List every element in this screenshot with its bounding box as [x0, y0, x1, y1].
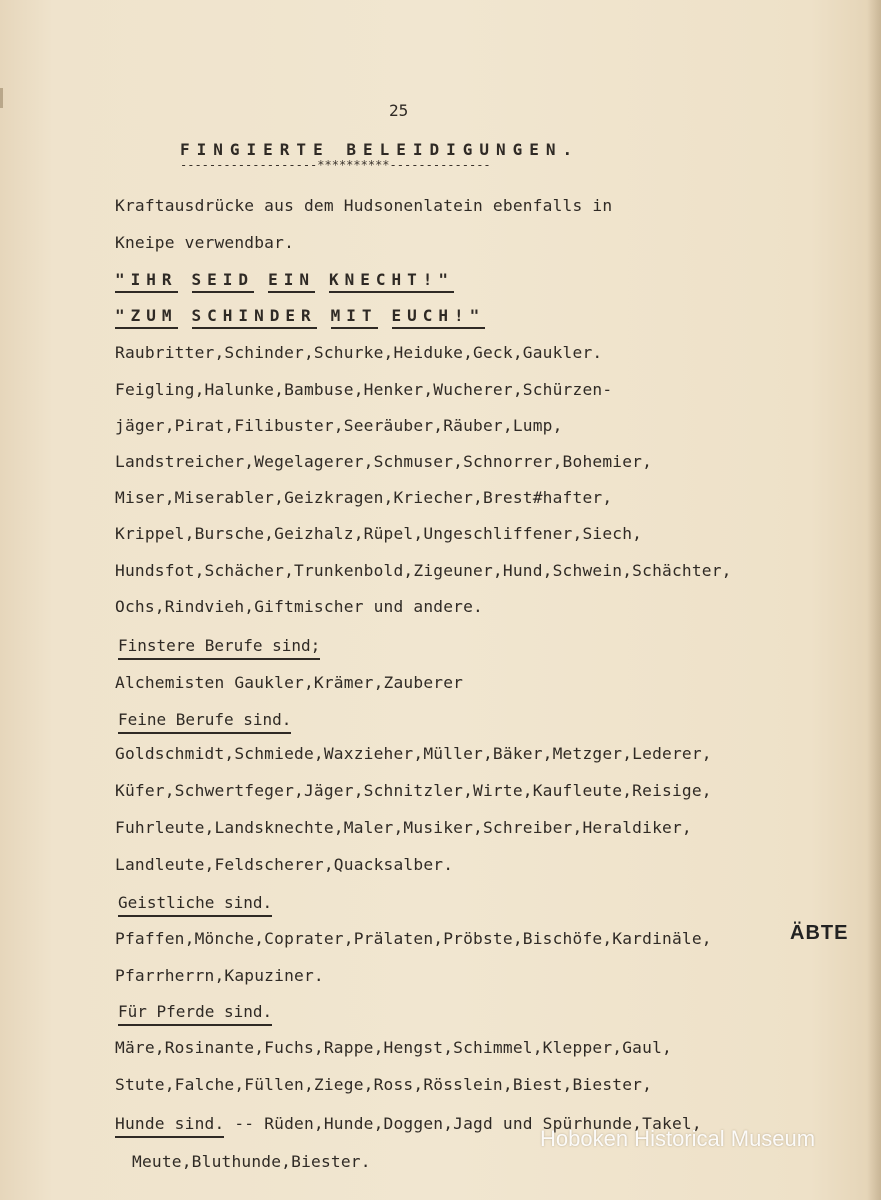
quote-word: KNECHT!" — [329, 270, 454, 293]
quote-word: "ZUM — [115, 306, 178, 329]
dogs-line-2: Meute,Bluthunde,Biester. — [132, 1152, 371, 1171]
section-title-text: Geistliche sind. — [118, 893, 272, 917]
section-line: Küfer,Schwertfeger,Jäger,Schnitzler,Wirte,Kaufleute,Reisige, — [115, 781, 712, 800]
section-line: Märe,Rosinante,Fuchs,Rappe,Hengst,Schimmel,Klepper,Gaul, — [115, 1038, 672, 1057]
handwritten-note: ÄBTE — [790, 922, 849, 944]
section-line: Stute,Falche,Füllen,Ziege,Ross,Rösslein,Biest,Biester, — [115, 1075, 653, 1094]
section-title-geistliche — [118, 893, 272, 912]
section-line: Pfaffen,Mönche,Coprater,Prälaten,Pröbste,Bischöfe,Kardinäle, — [115, 929, 712, 948]
quote-word: EUCH!" — [392, 306, 486, 329]
section-title-text: Für Pferde sind. — [118, 1002, 272, 1026]
body-line: Ochs,Rindvieh,Giftmischer und andere. — [115, 597, 483, 616]
section-title-finstere — [118, 636, 320, 655]
intro-line-2: Kneipe verwendbar. — [115, 233, 295, 252]
section-title-hunde: Hunde sind. — [115, 1114, 224, 1138]
quote-word: SCHINDER — [192, 306, 317, 329]
body-line: Feigling,Halunke,Bambuse,Henker,Wucherer,Schürzen- — [115, 380, 613, 399]
section-line: Fuhrleute,Landsknechte,Maler,Musiker,Schreiber,Heraldiker, — [115, 818, 692, 837]
section-line: Pfarrherrn,Kapuziner. — [115, 966, 324, 985]
section-line: Landleute,Feldscherer,Quacksalber. — [115, 855, 454, 874]
page-number: 25 — [389, 101, 409, 120]
body-line: Hundsfot,Schächer,Trunkenbold,Zigeuner,Hund,Schwein,Schächter, — [115, 561, 732, 580]
heading-rule: -------------------**********-------------- — [180, 158, 491, 172]
binding-mark — [0, 88, 13, 108]
quote-word: MIT — [331, 306, 378, 329]
quote-word: EIN — [268, 270, 315, 293]
body-line: jäger,Pirat,Filibuster,Seeräuber,Räuber,Lump, — [115, 416, 563, 435]
dogs-list: -- Rüden,Hunde,Doggen,Jagd und Spürhunde,Takel, — [224, 1114, 702, 1133]
quote-word: SEID — [192, 270, 255, 293]
quote-2 — [115, 306, 499, 325]
museum-watermark: Hoboken Historical Museum — [540, 1126, 816, 1151]
section-title-text: Finstere Berufe sind; — [118, 636, 320, 660]
page-edge-shadow — [867, 0, 881, 1200]
section-line: Alchemisten Gaukler,Krämer,Zauberer — [115, 673, 464, 692]
section-line: Goldschmidt,Schmiede,Waxzieher,Müller,Bäker,Metzger,Lederer, — [115, 744, 712, 763]
body-line: Krippel,Bursche,Geizhalz,Rüpel,Ungeschliffener,Siech, — [115, 524, 643, 543]
section-title-text: Feine Berufe sind. — [118, 710, 291, 734]
section-title-feine — [118, 710, 291, 729]
body-line: Raubritter,Schinder,Schurke,Heiduke,Geck,Gaukler. — [115, 343, 603, 362]
section-title-pferde — [118, 1002, 272, 1021]
quote-1 — [115, 270, 468, 289]
body-line: Landstreicher,Wegelagerer,Schmuser,Schnorrer,Bohemier, — [115, 452, 653, 471]
page-heading: FINGIERTE BELEIDIGUNGEN. — [180, 140, 580, 159]
body-line: Miser,Miserabler,Geizkragen,Kriecher,Brest#hafter, — [115, 488, 613, 507]
intro-line-1: Kraftausdrücke aus dem Hudsonenlatein ebenfalls in — [115, 196, 613, 215]
quote-word: "IHR — [115, 270, 178, 293]
